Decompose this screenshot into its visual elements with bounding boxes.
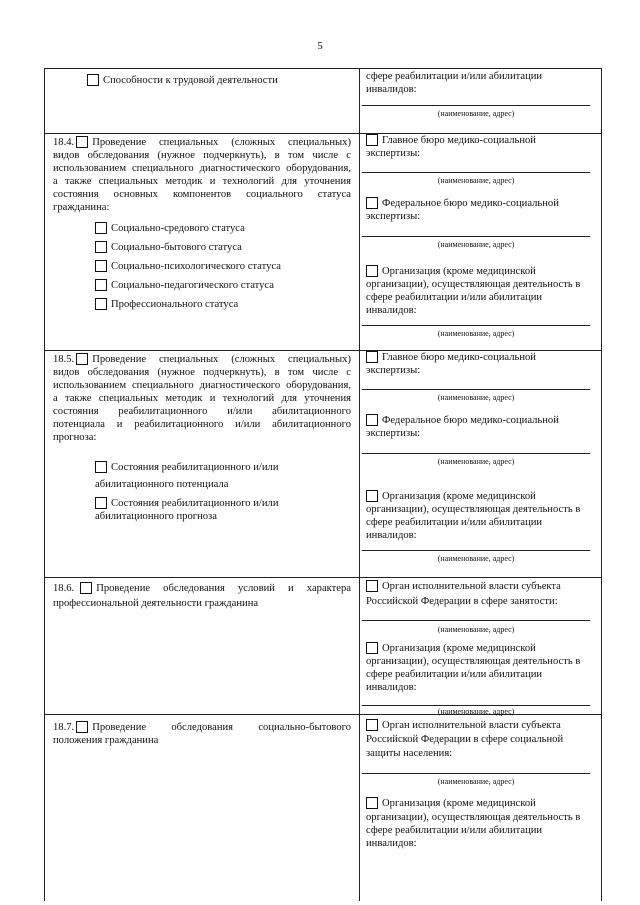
caption: (наименование, адрес) — [437, 109, 515, 118]
fill-line[interactable] — [362, 105, 590, 106]
fill-line[interactable] — [362, 325, 590, 326]
checklist-item[interactable]: Профессионального статуса — [95, 298, 281, 317]
org-main-bureau[interactable]: Главное бюро медико-социальной экспертизы: — [366, 352, 536, 376]
checklist-item[interactable]: Состояния реабилитационного и/или абилитационного прогноза — [95, 498, 279, 522]
org-social-protection-authority[interactable]: Орган исполнительной власти субъекта Российской Федерации в сфере социальной защиты населения: — [366, 720, 564, 759]
abilities-label: Способности к трудовой деятельности — [103, 75, 278, 86]
org-rehab[interactable]: Организация (кроме медицинской организации), осуществляющая деятельность в сфере реабилитации и/или абилитации инвалидов: — [366, 491, 581, 541]
table-row-18-4: 18.4. Проведение специальных (сложных специальных) видов обследования (нужное подчеркнуть), в том числе с использованием специального диагностического оборудования, а также специальных методик и технологий для уточнения состояния основных компонентов социального статуса гражданина: Социально-средового статуса Социально-бытового статуса Социально-психологического статуса Социально-педагогического статуса Профессионального статуса Главное бюро медико-социальной экспертизы: (наименование, адрес) Федеральное бюро медико-социальной экспертизы: (наименование, адрес) Организация (кроме медицинской организации), осуществляющая деятельность в сфере реабилитации и/или абилитации инвалидов: (наименование, адрес) — [45, 134, 601, 351]
checklist-item[interactable]: Социально-бытового статуса — [95, 241, 281, 260]
item-18-6-text: 18.6. Проведение обследования условий и характера профессиональной деятельности гражданина — [53, 583, 351, 609]
checklist-item[interactable]: Социально-педагогического статуса — [95, 279, 281, 298]
row1-right-text: сфере реабилитации и/или абилитации инвалидов: — [366, 71, 543, 95]
page-number: 5 — [317, 40, 323, 52]
org-rehab[interactable]: Организация (кроме медицинской организации), осуществляющая деятельность в сфере реабилитации и/или абилитации инвалидов: — [366, 266, 581, 316]
item-18-5-text: 18.5. Проведение специальных (сложных специальных) видов обследования (нужное подчеркнуть), в том числе с использованием специального диагностического оборудования, а также специальных методик и технологий для уточнения состояния реабилитационного и/или абилитационного потенциала и реабилитационного и/или абилитационного прогноза: — [53, 354, 351, 443]
checklist-item[interactable]: Социально-средового статуса — [95, 222, 281, 241]
org-federal-bureau[interactable]: Федеральное бюро медико-социальной экспертизы: — [366, 198, 559, 222]
table-row-abilities — [45, 69, 601, 134]
item-18-4-text: 18.4. Проведение специальных (сложных специальных) видов обследования (нужное подчеркнуть), в том числе с использованием специального диагностического оборудования, а также специальных методик и технологий для уточнения состояния основных компонентов социального статуса гражданина: — [53, 137, 351, 213]
table-row-18-6: 18.6. Проведение обследования условий и характера профессиональной деятельности гражданина Орган исполнительной власти субъекта Российской Федерации в сфере занятости: (наименование, адрес) Организация (кроме медицинской организации), осуществляющая деятельность в сфере реабилитации и/или абилитации инвалидов: (наименование, адрес) — [45, 578, 601, 715]
org-main-bureau[interactable]: Главное бюро медико-социальной экспертизы: — [366, 135, 536, 159]
form-table — [44, 68, 602, 901]
checklist-18-4 — [95, 222, 281, 317]
checkbox[interactable] — [87, 74, 99, 86]
org-rehab[interactable]: Организация (кроме медицинской организации), осуществляющая деятельность в сфере реабилитации и/или абилитации инвалидов: — [366, 643, 581, 693]
org-employment-authority[interactable]: Орган исполнительной власти субъекта Российской Федерации в сфере занятости: — [366, 581, 561, 607]
fill-line[interactable] — [362, 236, 590, 237]
fill-line[interactable] — [362, 550, 590, 551]
checkbox-18-7[interactable] — [76, 721, 88, 733]
checklist-item[interactable]: Состояния реабилитационного и/или абилитационного потенциала — [95, 462, 279, 490]
item-18-7-text: 18.7. Проведение обследования социально-бытового положения гражданина — [53, 722, 351, 746]
table-row-18-7: 18.7. Проведение обследования социально-бытового положения гражданина Орган исполнительной власти субъекта Российской Федерации в сфере социальной защиты населения: (наименование, адрес) Организация (кроме медицинской организации), осуществляющая деятельность в сфере реабилитации и/или абилитации инвалидов: — [45, 715, 601, 901]
checkbox-18-6[interactable] — [80, 582, 92, 594]
org-federal-bureau[interactable]: Федеральное бюро медико-социальной экспертизы: — [366, 415, 559, 439]
abilities-item[interactable] — [87, 74, 278, 87]
table-row-18-5: 18.5. Проведение специальных (сложных специальных) видов обследования (нужное подчеркнуть), в том числе с использованием специального диагностического оборудования, а также специальных методик и технологий для уточнения состояния реабилитационного и/или абилитационного потенциала и реабилитационного и/или абилитационного прогноза: Состояния реабилитационного и/или абилитационного потенциала Состояния реабилитационного и/или абилитационного прогноза Главное бюро медико-социальной экспертизы: (наименование, адрес) Федеральное бюро медико-социальной экспертизы: (наименование, адрес) Организация (кроме медицинской организации), осуществляющая деятельность в сфере реабилитации и/или абилитации инвалидов: (наименование, адрес) — [45, 351, 601, 578]
fill-line[interactable] — [362, 620, 590, 621]
checklist-item[interactable]: Социально-психологического статуса — [95, 260, 281, 279]
fill-line[interactable] — [362, 773, 590, 774]
checkbox-18-5[interactable] — [76, 353, 88, 365]
fill-line[interactable] — [362, 389, 590, 390]
fill-line[interactable] — [362, 172, 590, 173]
org-rehab[interactable]: Организация (кроме медицинской организации), осуществляющая деятельность в сфере реабилитации и/или абилитации инвалидов: — [366, 798, 581, 849]
checkbox-18-4[interactable] — [76, 136, 88, 148]
fill-line[interactable] — [362, 453, 590, 454]
